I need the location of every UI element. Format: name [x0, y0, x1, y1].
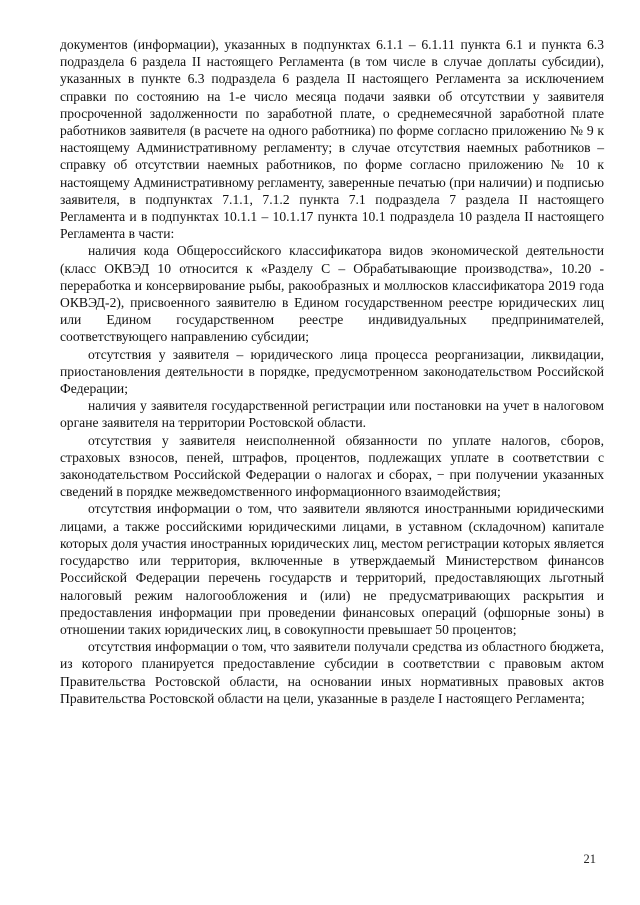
paragraph-5: отсутствия у заявителя неисполненной обязанности по уплате налогов, сборов, страховых взносов, пеней, штрафов, процентов, подлежащих уплате в соответствии с законодательством Российской Федерации о налогах и сборах, − при получении указанных сведений в порядке межведомственного информационного взаимодействия; — [60, 432, 604, 500]
paragraph-2: наличия кода Общероссийского классификатора видов экономической деятельности (класс ОКВЭД 10 относится к «Разделу С – Обрабатывающие производства», 10.20 - переработка и консервирование рыбы, ракообразных и моллюсков классификатора 2019 года ОКВЭД-2), присвоенного заявителю в Едином государственном реестре юридических лиц или Едином государственном реестре индивидуальных предпринимателей, соответствующего направлению субсидии; — [60, 243, 604, 345]
paragraph-6: отсутствия информации о том, что заявители являются иностранными юридическими лицами, а также российскими юридическими лицами, в уставном (складочном) капитале которых доля участия иностранных юридических лиц, местом регистрации которых является государство или территория, включенные в утверждаемый Министерством финансов Российской Федерации перечень государств и территорий, предоставляющих льготный налоговый режим налогообложения и (или) не предусматривающих раскрытия и предоставления информации при проведении финансовых операций (офшорные зоны) в отношении таких юридических лиц, в совокупности превышает 50 процентов; — [60, 501, 604, 637]
paragraph-4: наличия у заявителя государственной регистрации или постановки на учет в налоговом органе заявителя на территории Ростовской области. — [60, 398, 604, 431]
page-number: 21 — [583, 852, 596, 866]
paragraph-3: отсутствия у заявителя – юридического лица процесса реорганизации, ликвидации, приостановления деятельности в порядке, предусмотренном законодательством Российской Федерации; — [60, 346, 604, 397]
document-page — [60, 36, 604, 707]
paragraph-1: документов (информации), указанных в подпунктах 6.1.1 – 6.1.11 пункта 6.1 и пункта 6.3 подраздела 6 раздела II настоящего Регламента (в том числе в случае доплаты субсидии), указанных в пункте 6.3 подраздела 6 раздела II настоящего Регламента за исключением справки по состоянию на 1-е число месяца подачи заявки об отсутствии у заявителя просроченной задолженности по заработной плате, о среднемесячной заработной плате работников заявителя (в расчете на одного работника) по форме согласно приложению № 9 к настоящему Административному регламенту; в случае отсутствия наемных работников – справку об отсутствии наемных работников, по форме согласно приложению № 10 к настоящему Административному регламенту, заверенные печатью (при наличии) и подписью заявителя, в подпунктах 7.1.1, 7.1.2 пункта 7.1 подраздела 7 раздела II настоящего Регламента и в подпунктах 10.1.1 – 10.1.17 пункта 10.1 подраздела 10 раздела II настоящего Регламента в части: — [60, 37, 604, 242]
paragraph-7: отсутствия информации о том, что заявители получали средства из областного бюджета, из которого планируется предоставление субсидии в соответствии с правовым актом Правительства Ростовской области, на основании иных нормативных правовых актов Правительства Ростовской области на цели, указанные в разделе I настоящего Регламента; — [60, 639, 604, 706]
